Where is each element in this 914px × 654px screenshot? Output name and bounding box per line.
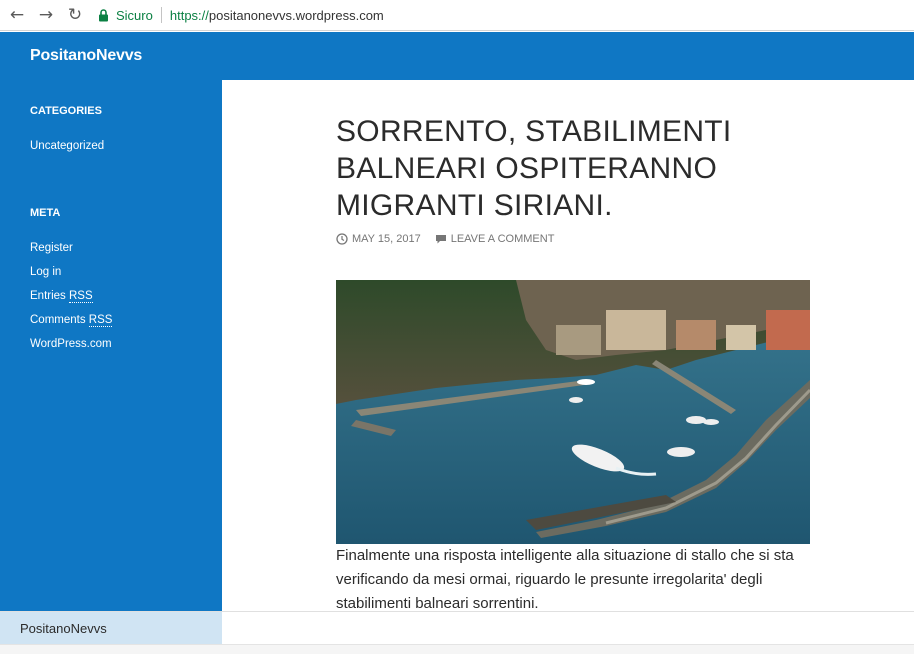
omnibox-divider	[161, 7, 162, 23]
leave-comment-link[interactable]	[435, 233, 555, 245]
entries-rss-link[interactable]	[30, 290, 93, 302]
meta-heading: META	[30, 207, 61, 219]
post-title[interactable]: SORRENTO, STABILIMENTI BALNEARI OSPITERANNO MIGRANTI SIRIANI.	[336, 115, 732, 222]
post-meta	[336, 233, 554, 245]
comments-rss-abbr: RSS	[88, 314, 113, 326]
login-link[interactable]: Log in	[30, 266, 62, 278]
featured-image-sorrento-harbor[interactable]	[336, 280, 810, 544]
leave-comment-label: LEAVE A COMMENT	[450, 233, 555, 245]
post-date-link[interactable]	[336, 233, 421, 245]
back-arrow-icon[interactable]: ←	[9, 5, 25, 25]
register-link[interactable]: Register	[30, 242, 73, 254]
comments-rss-link[interactable]	[30, 314, 112, 326]
url-text[interactable]	[170, 8, 384, 23]
entries-rss-abbr: RSS	[69, 290, 93, 302]
post-content-area	[222, 80, 914, 611]
post-date: MAY 15, 2017	[352, 233, 421, 245]
browser-toolbar	[0, 0, 914, 31]
footer-site-title-area	[0, 612, 222, 645]
wordpress-link[interactable]: WordPress.com	[30, 338, 112, 350]
entries-rss-prefix: Entries	[30, 290, 69, 302]
footer-site-title[interactable]: PositanoNevvs	[20, 621, 107, 636]
reload-icon[interactable]: ↻	[67, 5, 83, 25]
clock-icon	[336, 233, 348, 245]
bottom-bar	[0, 611, 914, 644]
secure-label: Sicuro	[116, 7, 153, 23]
sidebar	[0, 80, 222, 611]
footer-bottom-strip	[0, 644, 914, 654]
url-protocol: https://	[169, 7, 209, 23]
post-excerpt: Finalmente una risposta intelligente alla situazione di stallo che si sta verificando da mesi ormai, riguardo le presunte irregolarita' degli stabilimenti balneari sorrentini.	[336, 547, 794, 611]
site-title-link[interactable]: PositanoNevvs	[30, 47, 143, 64]
categories-heading: CATEGORIES	[30, 105, 102, 117]
category-link-uncategorized[interactable]: Uncategorized	[30, 140, 105, 152]
comment-bubble-icon	[435, 233, 447, 245]
site-header	[0, 32, 914, 80]
address-bar[interactable]	[96, 3, 384, 27]
comments-rss-prefix: Comments	[30, 314, 89, 326]
lock-icon	[96, 8, 110, 22]
url-host: positanonevvs.wordpress.com	[208, 7, 384, 23]
forward-arrow-icon[interactable]: →	[38, 5, 54, 25]
